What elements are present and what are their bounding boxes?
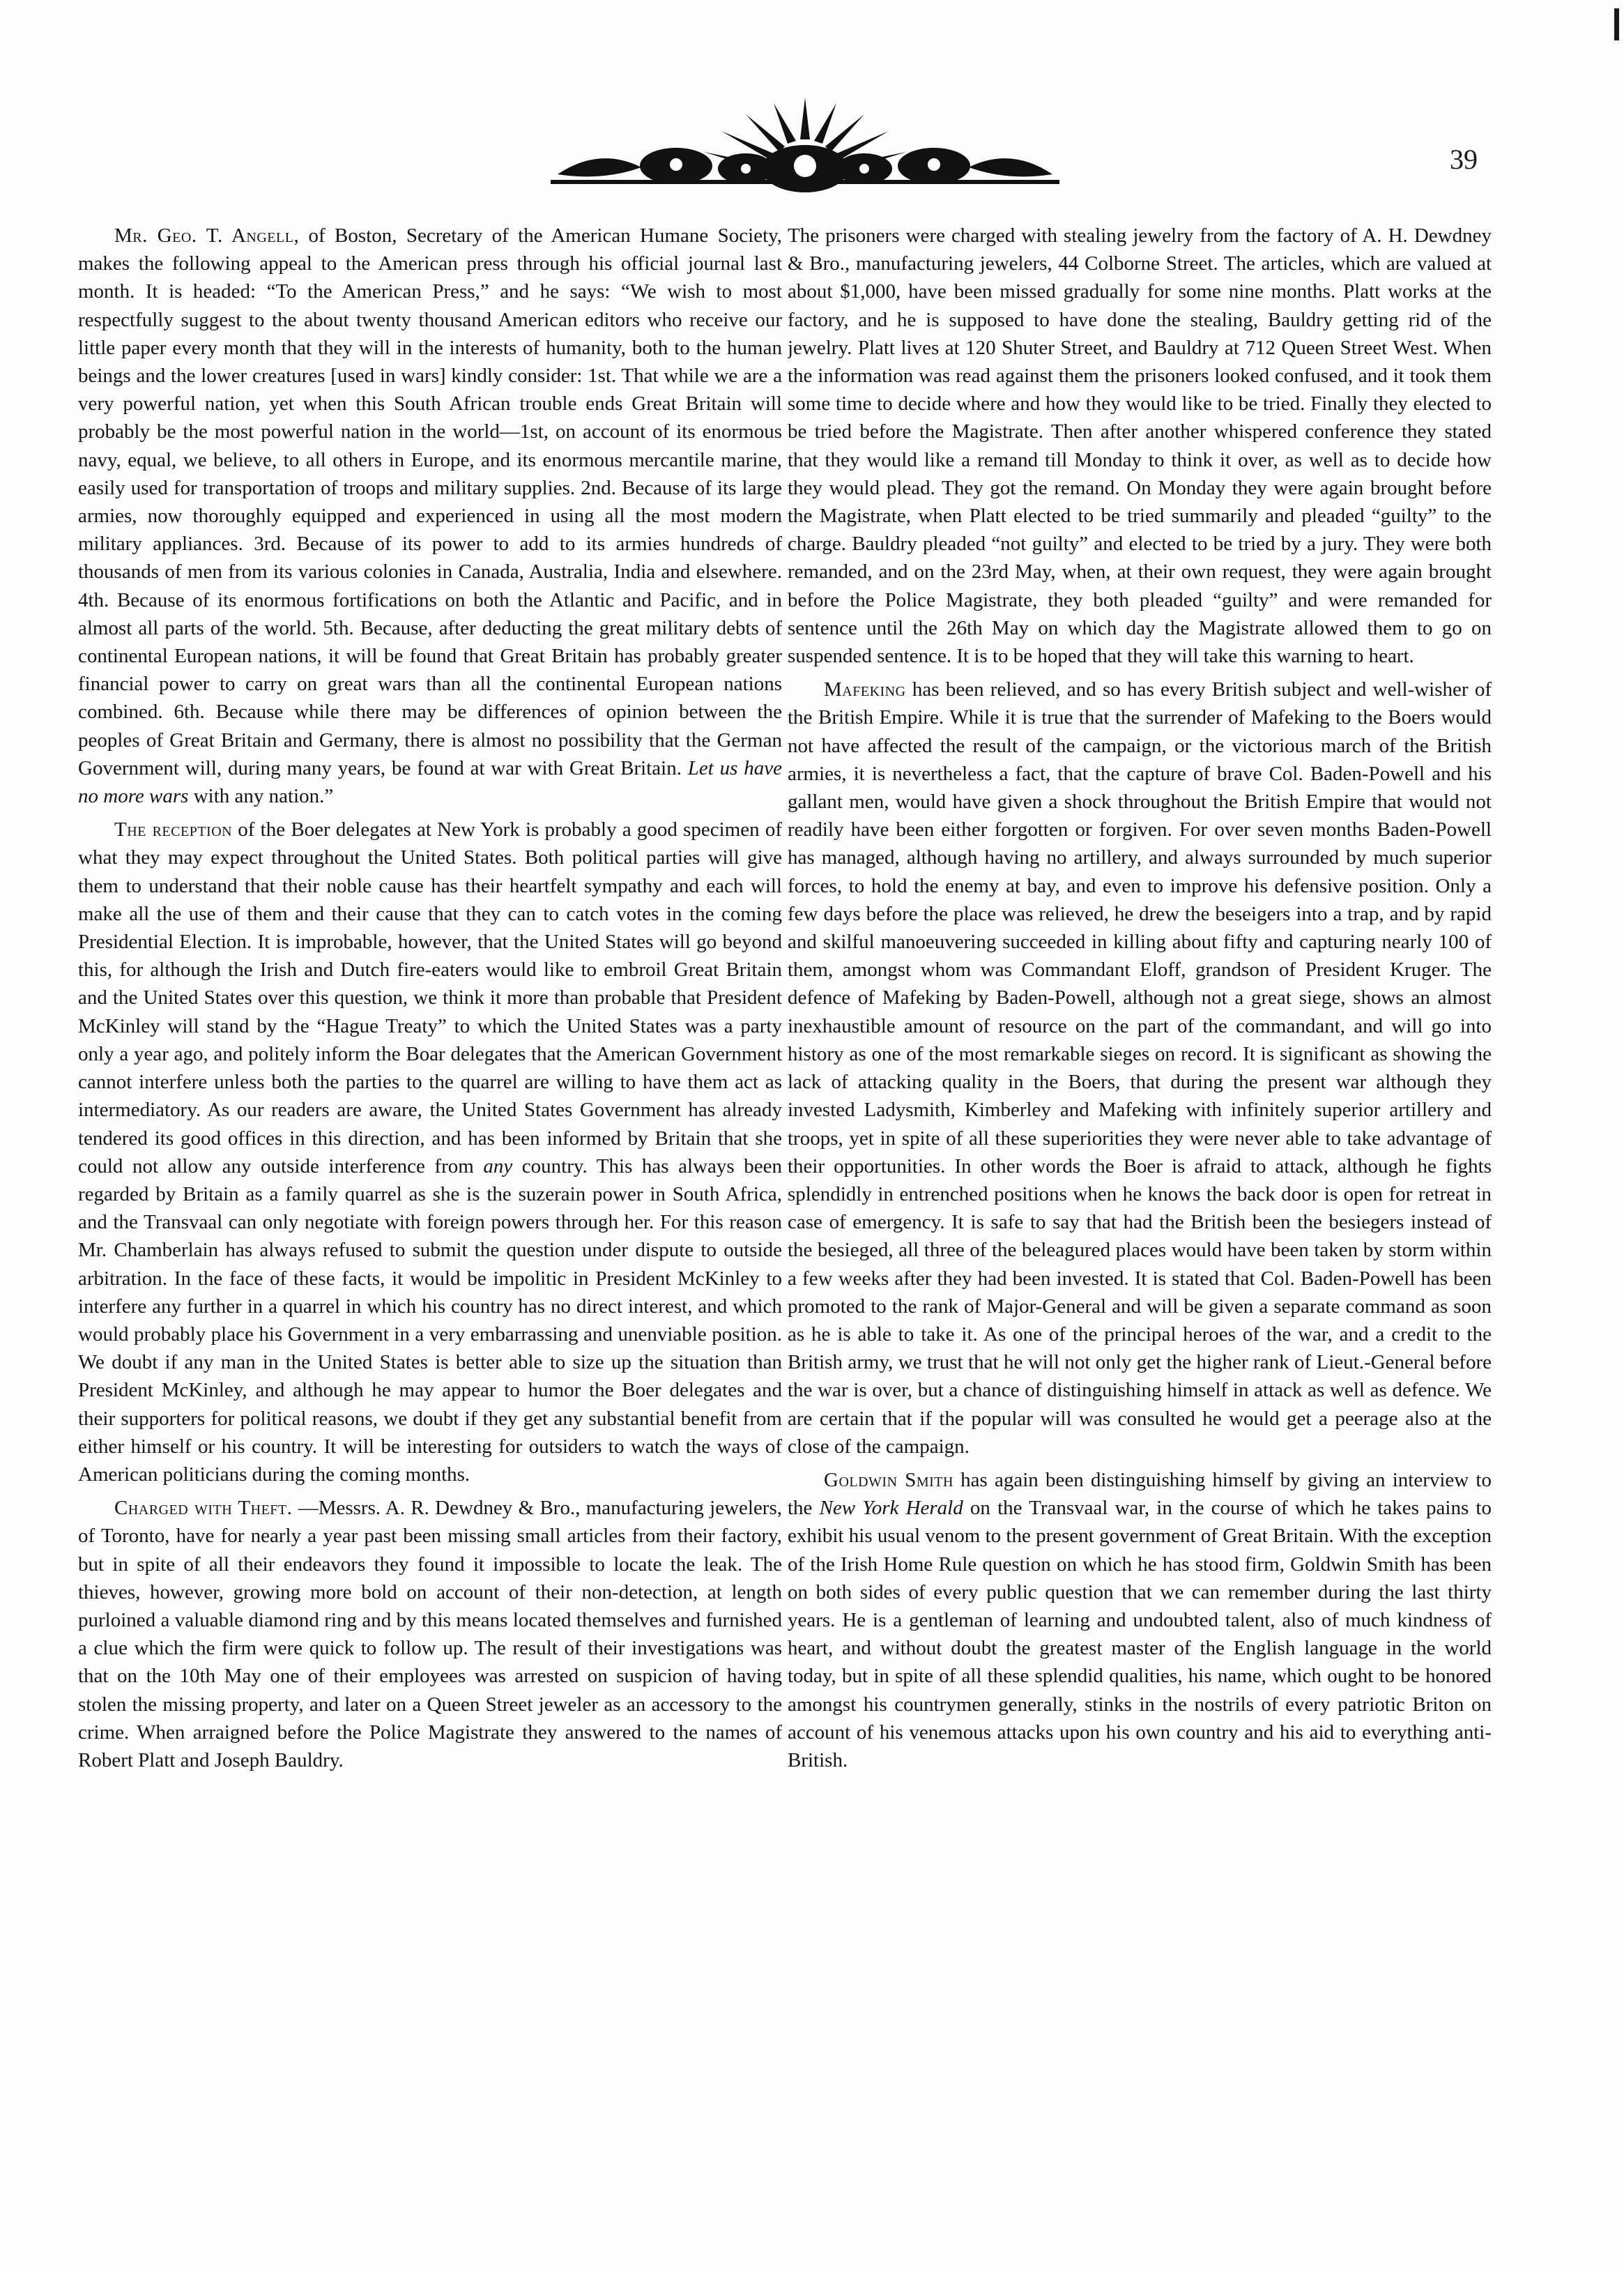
mafeking-text: has been relieved, and so has every British subject and well-wisher of the British Empire. While it is true that the surrender of Mafeking to the Boers would not have affected the result of the campaign, or the victorious march of the British armies, it is nevertheless a fact, that the capture of brave Col. Baden-Powell and his gallant men, would have given a shock throughout the British Empire that would not readily have been either forgotten or forgiven. For over seven months Baden-Powell has managed, although having no artillery, and always surrounded by much superior forces, to hold the enemy at bay, and even to improve his defensive position. Only a few days before the place was relieved, he drew the beseigers into a trap, and by rapid and skilful manoeuvering succeeded in killing about fifty and capturing nearly 100 of them, amongst whom was Commandant Eloff, grandson of President Kruger. The defence of Mafeking by Baden-Powell, although not a great siege, shows an almost inexhaustible amount of resource on the part of the commandant, and will go into history as one of the most remarkable sieges on record. It is significant as showing the lack of attacking quality in the Boers, that during the present war although they invested Ladysmith, Kimberley and Mafeking with infinitely superior artillery and troops, yet in spite of all these superiorities they were never able to take advantage of their opportunities. In other words the Boer is afraid to attack, although he fights splendidly in entrenched positions when he knows the back door is open for retreat in case of emergency. It is safe to say that had the British been the besiegers instead of the besieged, all three of the beleagured places would have been taken by storm within a few weeks after they had been invested. It is stated that Col. Baden-Powell has been promoted to the rank of Major-General and will be given a separate command as soon as he is able to take it. As one of the principal heroes of the war, and a credit to the British army, we trust that he will not only get the higher rank of Lieut.-General before the war is over, but a chance of distinguishing himself in attack as well as defence. We are certain that if the popular will was consulted he would get a peerage also at the close of the campaign. (788, 678, 1492, 1458)
goldwin-smith-emphasis: New York Herald (819, 1497, 963, 1520)
reception-emphasis: any (483, 1154, 513, 1177)
theft-lead: Charged with Theft. (114, 1497, 293, 1520)
goldwin-smith-article (788, 1466, 1492, 1774)
page-number: 39 (1450, 144, 1478, 175)
goldwin-smith-lead: Goldwin Smith (824, 1468, 953, 1491)
mafeking-article (788, 676, 1492, 1461)
goldwin-smith-text-end: on the Transvaal war, in the course of which he takes pains to exhibit his usual venom to the present government of Great Britain. With the exception of the Irish Home Rule question on which he has stood firm, Goldwin Smith has been on both sides of every public question that we can remember during the last thirty years. He is a gentleman of learning and undoubted talent, also of much kindness of heart, and without doubt the greatest master of the English language in the world today, but in spite of all these splendid qualities, his name, which ought to be honored amongst his countrymen generally, stinks in the nostrils of every patriotic Briton on account of his venemous attacks upon his own country and his aid to everything anti-British. (788, 1497, 1492, 1771)
reception-text-end: country. This has always been regarded by Britain as a family quarrel as she is the suzerain power in South Africa, and the Transvaal can only negotiate with foreign powers through her. For this reason Mr. Chamberlain has always refused to submit the question under dispute to outside arbitration. In the face of these facts, it would be impolitic in President McKinley to interfere any further in a quarrel in which his country has no direct interest, and which would probably place his Government in a very embarrassing and unenviable position. We doubt if any man in the United States is better able to size up the situation than President McKinley, and although he may appear to humor the Boer delegates and their supporters for political reasons, we doubt if they get any substantial benefit from either himself or his country. It will be interesting for outsiders to watch the ways of American politicians during the coming months. (78, 1154, 782, 1486)
goldwin-smith-text: has again been distinguishing himself by giving an interview to the (788, 1468, 1492, 1520)
angell-emphasis: Let us have no more wars (78, 756, 782, 808)
reception-text: of the Boer delegates at New York is probably a good specimen of what they may expect throughout the United States. Both political parties will give them to understand that their noble cause has their heartfelt sympathy and each will make all the use of them and their cause that they can to catch votes in the coming Presidential Election. It is improbable, however, that the United States will go beyond this, for although the Irish and Dutch fire-eaters would like to embroil Great Britain and the United States over this question, we think it more than probable that President McKinley will stand by the “Hague Treaty” to which the United States was a party only a year ago, and politely inform the Boar delegates that the American Government cannot interfere unless both the parties to the quarrel are willing to have them act as intermediatory. As our readers are aware, the United States Government has already tendered its good offices in this direction, and has been informed by Britain that she could not allow any outside interference from (78, 818, 782, 1177)
reception-article (78, 816, 782, 1488)
reception-lead: The reception (114, 818, 233, 841)
right-column (788, 222, 1492, 2236)
theft-article-continued: The prisoners were charged with stealing jewelry from the factory of A. H. Dewdney & Bro., manufacturing jewelers, 44 Colborne Street. The articles, which are valued at about $1,000, have been missed gradually for some nine months. Platt works at the factory, and he is supposed to have done the stealing, Bauldry getting rid of the jewelry. Platt lives at 120 Shuter Street, and Bauldry at 712 Queen Street West. When the information was read against them the prisoners looked confused, and it took them some time to decide where and how they would like to be tried. Finally they elected to be tried before the Magistrate. Then after another whispered conference they stated that they would like a remand till Monday to think it over, as well as to decide how they would plead. They got the remand. On Monday they were again brought before the Magistrate, when Platt elected to be tried summarily and pleaded “guilty” to the charge. Bauldry pleaded “not guilty” and elected to be tried by a jury. They were both remanded, and on the 23rd May, when, at their own request, they were again brought before the Police Magistrate, they both pleaded “guilty” and were remanded for sentence until the 26th May on which day the Magistrate allowed them to go on suspended sentence. It is to be hoped that they will take this warning to heart. (788, 224, 1492, 668)
angell-text-end: with any nation.” (188, 785, 334, 808)
mafeking-lead: Mafeking (824, 678, 906, 701)
theft-text: —Messrs. A. R. Dewdney & Bro., manufacturing jewelers, of Toronto, have for nearly a year past been missing small articles from their factory, but in spite of all their endeavors they found it impossible to locate the leak. The thieves, however, growing more bold on account of their non-detection, at length purloined a valuable diamond ring and by this means located themselves and furnished a clue which the firm were quick to follow up. The result of their investigations was that on the 10th May one of their employees was arrested on suspicion of having stolen the missing property, and later on a Queen Street jeweler as an accessory to the crime. When arraigned before the Police Magistrate they answered to the names of Robert Platt and Joseph Bauldry. (78, 1497, 782, 1771)
angell-text: of Boston, Secretary of the American Humane Society, makes the following appeal to the American press through his official journal last month. It is headed: “To the American Press,” and he says: “We wish to most respectfully suggest to the about twenty thousand American editors who receive our little paper every month that they will in the interests of humanity, both to the human beings and the lower creatures [used in wars] kindly consider: 1st. That while we are a very powerful nation, yet when this South African trouble ends Great Britain will probably be the most powerful nation in the world—1st, on account of its enormous navy, equal, we believe, to all others in Europe, and its enormous mercantile marine, easily used for transportation of troops and military supplies. 2nd. Because of its large armies, now thoroughly equipped and experienced in using all the most modern military appliances. 3rd. Because of its power to add to its armies hundreds of thousands of men from its various colonies in Canada, Australia, India and elsewhere. 4th. Because of its enormous fortifications on both the Atlantic and Pacific, and in almost all parts of the world. 5th. Because, after deducting the great military debts of continental European nations, it will be found that Great Britain has probably greater financial power to carry on great wars than all the continental European nations combined. 6th. Because while there may be differences of opinion between the peoples of Great Britain and Germany, there is almost no possibility that the German Government will, during many years, be found at war with Great Britain. (78, 224, 782, 779)
angell-lead: Mr. Geo. T. Angell, (114, 224, 300, 247)
angell-article (78, 222, 782, 810)
edge-mark (1614, 8, 1619, 40)
left-column (78, 222, 782, 2236)
sunburst-ornament-icon (537, 91, 1073, 195)
theft-article (78, 1494, 782, 1774)
